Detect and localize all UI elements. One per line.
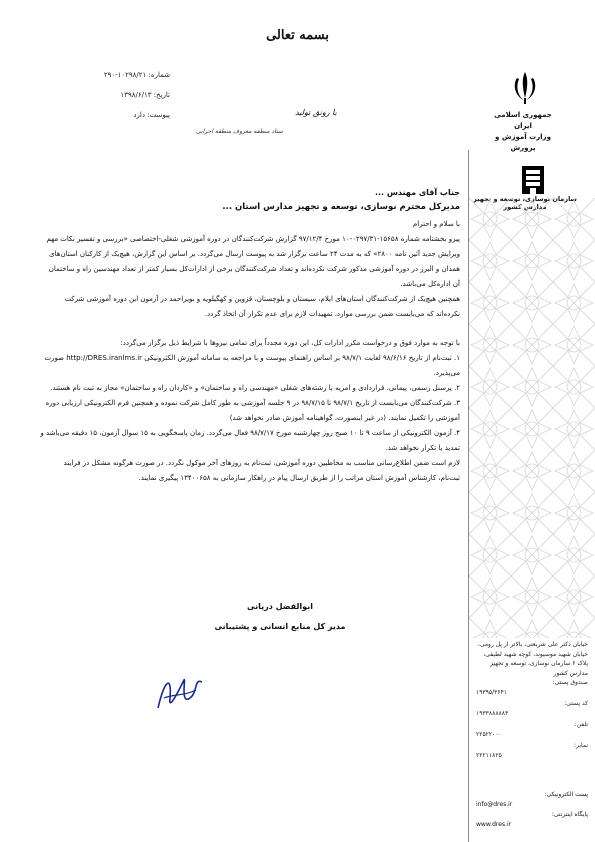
address-text: خیابان دکتر علی شریعتی، بالاتر از پل رومی، خیابان شهید موسیوند، کوچه شهید لطیفی، پلاک ۶ سازمان نوسازی، توسعه و تجهیز مدارس کشور (477, 641, 588, 677)
country-name: جمهوری اسلامی ایران (494, 111, 552, 130)
attachment-label: پیوست: (147, 111, 170, 119)
list-item: ۳. شرکت‌کنندگان می‌بایست از تاریخ ۹۸/۷/۱ تا ۹۸/۷/۱۵ در ۹ جلسه آموزشی به طور کامل شرکت نموده و همچنین فرم الکترونیکی ارزیابی دوره آموزشی را تکمیل نمایند. (در غیر اینصورت، گواهینامه آموزش صادر نخواهد شد) (45, 399, 460, 422)
email-label: پست الکترونیکی: (544, 791, 588, 798)
attachment-value: دارد (133, 111, 145, 119)
date-row (60, 85, 170, 105)
number-row (60, 65, 170, 85)
date-label: تاریخ: (153, 91, 170, 99)
phone-label: تلفن: (574, 721, 588, 728)
letter-meta (60, 65, 170, 125)
number-label: شماره: (148, 71, 170, 79)
email-value[interactable]: info@dres.ir (476, 801, 513, 808)
ministry-title (486, 110, 560, 154)
signature-scribble (150, 668, 210, 718)
basmala: بسمه تعالی (266, 28, 329, 43)
date-value: ۱۳۹۸/۶/۱۳ (120, 91, 152, 99)
pobox-value: ۱۹۳۹۵/۳۶۴۱ (476, 688, 508, 696)
fax-label: نمابر: (574, 742, 588, 749)
fax-value: ۲۲۲۱۱۸۲۵ (476, 751, 502, 759)
list-item: ۲. پرسنل رسمی، پیمانی، قراردادی و امریه با رشته‌های شغلی «مهندسی راه و ساختمان» و «کاردان راه و ساختمان» مجاز به ثبت نام هستند. (50, 384, 460, 392)
conditions-list (40, 351, 460, 456)
web-label: پایگاه اینترنتی: (551, 811, 588, 818)
signature-block (200, 597, 360, 637)
letter-body (40, 185, 460, 486)
recipient-line: جناب آقای مهندس ... (374, 188, 460, 197)
year-motto-sub: ستاد منطقه معروف منطقه اجرایی (196, 128, 283, 135)
greeting: با سلام و احترام (412, 220, 460, 228)
recipient-title: مدیرکل محترم نوسازی، توسعه و تجهیز مدارس استان ... (222, 202, 460, 212)
number-value: ۱۰۲۹۸/۲۱-۲۹۰ (103, 71, 147, 79)
iran-emblem-icon (505, 68, 545, 108)
attachment-row (60, 105, 170, 125)
web-value[interactable]: www.dres.ir (476, 821, 512, 828)
postal-value: ۱۹۳۳۸۸۸۸۸۳ (476, 709, 509, 717)
list-item: ۴. آزمون الکترونیکی از ساعت ۹ تا ۱۰ صبح روز چهارشنبه مورخ ۹۸/۷/۱۷ فعال می‌گردد. زمان پاسخگویی به ۱۵ سوال آزمون، ۱۵ دقیقه می‌باشد و تمدید یا تکرار نخواهد شد. (40, 429, 460, 452)
year-motto: با رونق تولید (295, 108, 337, 117)
web-block (476, 790, 588, 830)
pobox-label: صندوق پستی: (552, 679, 588, 686)
geometric-pattern (469, 198, 595, 638)
phone-value: ۲۲۵۲۲۰۰۰ (476, 730, 502, 738)
paragraph-2: همچنین هیچ‌یک از شرکت‌کنندگان استان‌های ایلام، سیستان و بلوچستان، قزوین و کهگیلویه و بویراحمد در آزمون این دوره آموزشی شرکت نکرده‌اند که می‌بایست ضمن بررسی موارد، تمهیدات لازم برای عدم تکرار آن اتخاذ گردد. (64, 295, 460, 318)
list-item: ۱. ثبت‌نام از تاریخ ۹۸/۶/۱۶ لغایت ۹۸/۷/۱ بر اساس راهنمای پیوست و با مراجعه به سامانه آموزش الکترونیکی http://DRES.iranlms.ir صورت می‌پذیرد. (44, 354, 460, 377)
signer-name: ابوالفضل دریانی (247, 602, 313, 611)
paragraph-1: پیرو بخشنامه شماره ۱۵۶۵۸-۰۲۹۷/۳۱-۱۰ مورخ ۹۷/۱۲/۴ گزارش شرکت‌کنندگان در دوره آموزشی شغلی-اختصاصی «بررسی و تفسیر نکات مهم ویرایش جدید آئین نامه ۲۸۰۰» که به مدت ۲۴ ساعت برگزار شد به پیوست ارسال می‌گردد. بر اساس این گزارش، هیچ‌یک از کارکنان استان‌های همدان و البرز در دوره آموزشی مذکور شرکت نکرده‌اند و تعداد شرکت‌کنندگان برخی از ادارات‌کل بسیار کمتر از تعداد مهندسین راه و ساختمان آن اداره‌کل می‌باشد. (46, 235, 460, 288)
paragraph-4: لازم است ضمن اطلاع‌رسانی مناسب به مخاطبین دوره آموزشی، ثبت‌نام به روزهای آخر موکول نگردد. در صورت هرگونه مشکل در فرایند ثبت‌نام، کارشناس آموزش استان مراتب را از طریق ارسال پیام در راهکار سازمانی به ۱۳۴۰۰۶۵۸ پیگیری نمایند. (63, 459, 460, 482)
signer-title: مدیر کل منابع انسانی و پشتیبانی (214, 622, 346, 631)
spacer (40, 322, 460, 336)
paragraph-3: با توجه به موارد فوق و درخواست مکرر ادارات کل، این دوره مجدداً برای تمامی نیروها با شرایط ذیل برگزار می‌گردد: (120, 339, 460, 347)
ministry-name: وزارت آموزش و پرورش (495, 133, 551, 152)
contact-block (476, 640, 588, 762)
postal-label: کد پستی: (564, 700, 588, 707)
